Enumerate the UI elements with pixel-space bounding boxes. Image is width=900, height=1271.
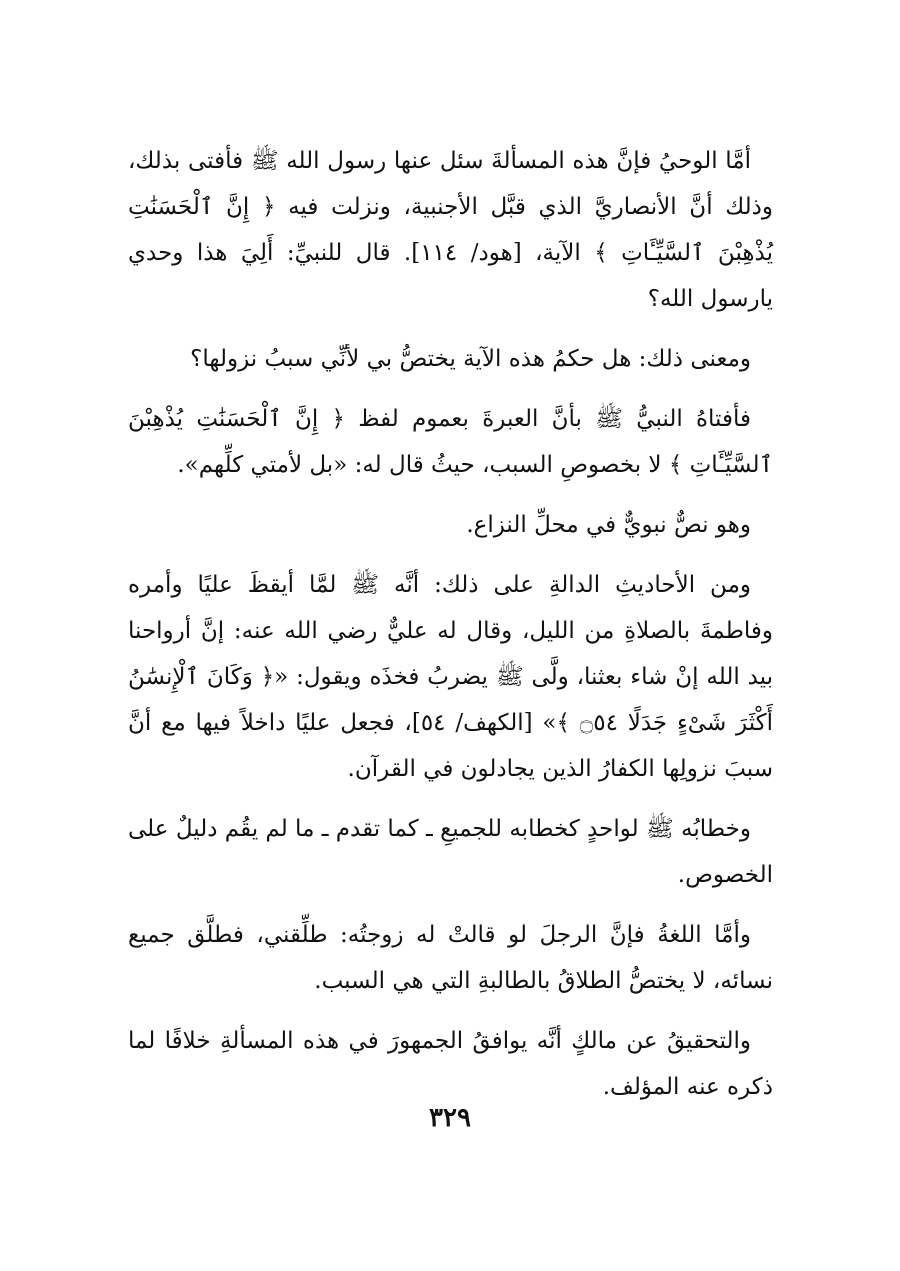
paragraph-language: وأمَّا اللغةُ فإنَّ الرجلَ لو قالتْ له زوجتُه: طلِّقني، فطلَّق جميع نسائه، لا يختصُّ الطلاقُ بالطالبةِ التي هي السبب. <box>128 922 773 994</box>
paragraph-revelation: أمَّا الوحيُ فإنَّ هذه المسألةَ سئل عنها رسول الله ﷺ فأفتى بذلك، وذلك أنَّ الأنصاريَّ الذي قبَّل الأجنبية، ونزلت فيه ﴿ إِنَّ ٱلْحَسَنَٰتِ يُذْهِبْنَ ٱلسَّيِّـَٔاتِ ﴾ الآية، [هود/ ١١٤]. قال للنبيِّ: أَلِيَ هذا وحدي يارسول الله؟ <box>128 148 773 312</box>
page-body <box>128 138 773 1124</box>
paragraph-prophet-fatwa: فأفتاهُ النبيُّ ﷺ بأنَّ العبرةَ بعموم لفظ ﴿ إِنَّ ٱلْحَسَنَٰتِ يُذْهِبْنَ ٱلسَّيِّـَٔاتِ ﴾ لا بخصوصِ السبب، حيثُ قال له: «بل لأمتي كلِّهم». <box>128 406 773 478</box>
paragraph-meaning: ومعنى ذلك: هل حكمُ هذه الآية يختصُّ بي لأنِّي سببُ نزولها؟ <box>190 346 751 372</box>
paragraph-prophetic-text: وهو نصٌّ نبويٌّ في محلِّ النزاع. <box>466 512 751 538</box>
paragraph-address-to-one: وخطابُه ﷺ لواحدٍ كخطابه للجميعِ ـ كما تقدم ـ ما لم يقُم دليلٌ على الخصوص. <box>128 816 773 888</box>
paragraph-malik-verification: والتحقيقُ عن مالكٍ أنَّه يوافقُ الجمهورَ في هذه المسألةِ خلافًا لما ذكره عنه المؤلف. <box>128 1028 773 1100</box>
page-number: ٣٢٩ <box>429 1103 471 1133</box>
paragraph-hadith-evidence: ومن الأحاديثِ الدالةِ على ذلك: أنَّه ﷺ لمَّا أيقظَ عليًا وأمره وفاطمةَ بالصلاةِ من الليل، وقال له عليٌّ رضي الله عنه: إنَّ أرواحنا بيد الله إنْ شاء بعثنا، ولَّى ﷺ يضربُ فخذَه ويقول: «﴿ وَكَانَ ٱلْإِنسَٰنُ أَكْثَرَ شَىْءٍ جَدَلًا ۝٥٤ ﴾» [الكهف/ ٥٤]، فجعل عليًا داخلاً فيها مع أنَّ سببَ نزولِها الكفارُ الذين يجادلون في القرآن. <box>128 572 773 782</box>
